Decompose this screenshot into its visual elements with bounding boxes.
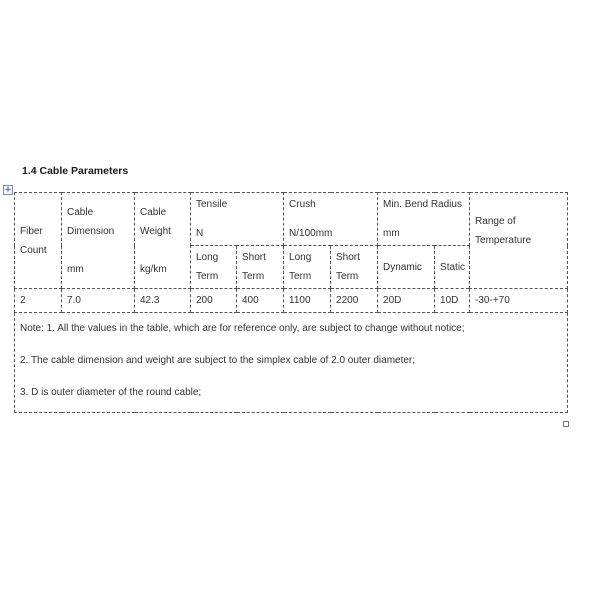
header-text: Term [336, 271, 359, 282]
header-cable-weight [135, 193, 191, 289]
cell-cable-weight: 42.3 [135, 289, 191, 313]
header-text: Cable [67, 206, 94, 218]
cell-crush-long: 1100 [284, 289, 331, 313]
header-text: Temperature [475, 235, 532, 246]
header-unit: mm [383, 228, 400, 239]
header-text: Dimension [67, 225, 115, 237]
cell-fiber-count: 2 [15, 289, 62, 313]
header-text: Term [289, 271, 312, 282]
cell-temperature: -30-+70 [470, 289, 568, 313]
header-fiber-count [15, 193, 62, 289]
header-text: Long [196, 252, 219, 263]
header-text: Crush [289, 199, 316, 210]
table-move-cross-icon[interactable]: + [4, 185, 12, 195]
cell-bend-static: 10D [435, 289, 470, 313]
note-1: Note: 1. All the values in the table, which are for reference only, are subject to change without notice; [20, 323, 465, 334]
header-tensile-short [237, 246, 284, 289]
cable-parameters-table [14, 192, 568, 413]
header-text: Count [20, 244, 47, 256]
cell-crush-short: 2200 [331, 289, 378, 313]
section-title: 1.4 Cable Parameters [22, 165, 129, 177]
header-text: Cable [140, 206, 167, 218]
table-row [15, 289, 568, 313]
header-text: Min. Bend Radius [383, 199, 462, 210]
header-text: Fiber [20, 225, 43, 237]
header-unit: N/100mm [289, 228, 333, 239]
header-tensile [191, 193, 284, 246]
notes-row [15, 313, 568, 413]
header-text: Short [242, 252, 266, 263]
header-text: Tensile [196, 199, 228, 210]
cell-bend-dynamic: 20D [378, 289, 435, 313]
note-2: 2. The cable dimension and weight are subject to the simplex cable of 2.0 outer diameter; [20, 355, 416, 366]
note-3: 3. D is outer diameter of the round cable; [20, 387, 202, 398]
cell-tensile-long: 200 [191, 289, 237, 313]
header-unit: kg/km [140, 263, 167, 275]
header-text: Term [242, 271, 265, 282]
header-unit: mm [67, 263, 84, 275]
header-cable-dimension [62, 193, 135, 289]
header-crush-long [284, 246, 331, 289]
header-crush [284, 193, 378, 246]
cell-tensile-short: 400 [237, 289, 284, 313]
header-temperature [470, 193, 568, 289]
header-text: Weight [140, 225, 171, 237]
cell-cable-dimension: 7.0 [62, 289, 135, 313]
notes-cell [15, 313, 568, 413]
header-text: Long [289, 252, 312, 263]
header-bend-radius [378, 193, 470, 246]
table-resize-icon[interactable] [563, 421, 569, 427]
header-text: Term [196, 271, 219, 282]
header-unit: N [196, 228, 204, 239]
header-bend-static: Static [435, 246, 470, 289]
header-tensile-long [191, 246, 237, 289]
header-text: Range of [475, 216, 516, 227]
header-row-1 [15, 193, 568, 246]
header-text: Short [336, 252, 360, 263]
header-bend-dynamic: Dynamic [378, 246, 435, 289]
header-crush-short [331, 246, 378, 289]
